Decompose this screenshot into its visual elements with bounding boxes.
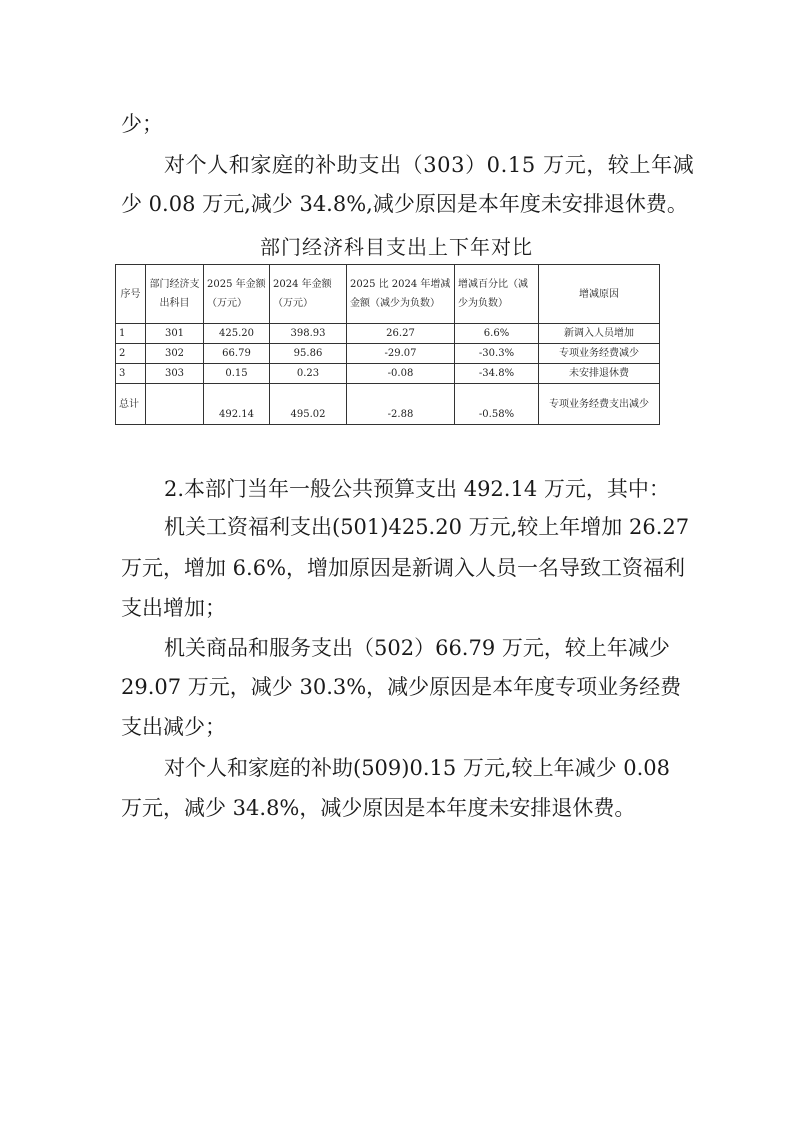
table-title: 部门经济科目支出上下年对比 bbox=[260, 235, 533, 259]
header-amount-2024: 2024 年金额（万元） bbox=[270, 265, 347, 324]
table-row bbox=[116, 364, 660, 384]
cell-seq: 3 bbox=[116, 364, 146, 384]
header-reason: 增减原因 bbox=[539, 265, 660, 324]
cell-reason: 专项业务经费减少 bbox=[539, 344, 660, 364]
cell-percent: -34.8% bbox=[455, 364, 539, 384]
header-change: 2025 比 2024 年增减金额（减少为负数） bbox=[347, 265, 455, 324]
cell-total-label: 总计 bbox=[116, 384, 146, 425]
cell-reason: 未安排退休费 bbox=[539, 364, 660, 384]
table-total-row bbox=[116, 384, 660, 425]
cell-change: 26.27 bbox=[347, 324, 455, 344]
cell-change: -2.88 bbox=[347, 384, 455, 425]
cell-percent: -30.3% bbox=[455, 344, 539, 364]
cell-percent: -0.58% bbox=[455, 384, 539, 425]
paragraph-line: 少； bbox=[121, 112, 163, 136]
cell-subject: 302 bbox=[146, 344, 204, 364]
table-row bbox=[116, 324, 660, 344]
paragraph-line: 对个人和家庭的补助(509)0.15 万元,较上年减少 0.08 bbox=[164, 756, 671, 780]
cell-amount-2024: 398.93 bbox=[270, 324, 347, 344]
table-row bbox=[116, 344, 660, 364]
cell-seq: 1 bbox=[116, 324, 146, 344]
cell-amount-2025: 425.20 bbox=[204, 324, 270, 344]
cell-change: -0.08 bbox=[347, 364, 455, 384]
paragraph-line: 29.07 万元，减少 30.3%，减少原因是本年度专项业务经费 bbox=[121, 675, 682, 699]
paragraph-line: 万元，减少 34.8%，减少原因是本年度未安排退休费。 bbox=[121, 796, 636, 820]
header-seq: 序号 bbox=[116, 265, 146, 324]
cell-percent: 6.6% bbox=[455, 324, 539, 344]
paragraph-line: 对个人和家庭的补助支出（303）0.15 万元，较上年减 bbox=[164, 153, 695, 177]
header-subject: 部门经济支出科目 bbox=[146, 265, 204, 324]
paragraph-line: 万元，增加 6.6%，增加原因是新调入人员一名导致工资福利 bbox=[121, 556, 686, 580]
table-header-row bbox=[116, 265, 660, 324]
cell-subject bbox=[146, 384, 204, 425]
cell-seq: 2 bbox=[116, 344, 146, 364]
cell-reason: 专项业务经费支出减少 bbox=[539, 384, 660, 425]
paragraph-line: 2.本部门当年一般公共预算支出 492.14 万元，其中： bbox=[164, 477, 670, 501]
cell-reason: 新调入人员增加 bbox=[539, 324, 660, 344]
cell-amount-2024: 495.02 bbox=[270, 384, 347, 425]
cell-change: -29.07 bbox=[347, 344, 455, 364]
cell-subject: 303 bbox=[146, 364, 204, 384]
paragraph-line: 支出增加； bbox=[121, 596, 226, 620]
cell-subject: 301 bbox=[146, 324, 204, 344]
cell-amount-2024: 95.86 bbox=[270, 344, 347, 364]
paragraph-line: 机关工资福利支出(501)425.20 万元,较上年增加 26.27 bbox=[164, 515, 690, 539]
paragraph-line: 支出减少； bbox=[121, 715, 226, 739]
cell-amount-2025: 0.15 bbox=[204, 364, 270, 384]
paragraph-line: 机关商品和服务支出（502）66.79 万元，较上年减少 bbox=[164, 636, 670, 660]
expenditure-comparison-table bbox=[115, 264, 660, 425]
cell-amount-2025: 66.79 bbox=[204, 344, 270, 364]
header-percent: 增减百分比（减少为负数） bbox=[455, 265, 539, 324]
cell-amount-2024: 0.23 bbox=[270, 364, 347, 384]
header-amount-2025: 2025 年金额（万元） bbox=[204, 265, 270, 324]
cell-amount-2025: 492.14 bbox=[204, 384, 270, 425]
paragraph-line: 少 0.08 万元,减少 34.8%,减少原因是本年度未安排退休费。 bbox=[121, 192, 688, 216]
